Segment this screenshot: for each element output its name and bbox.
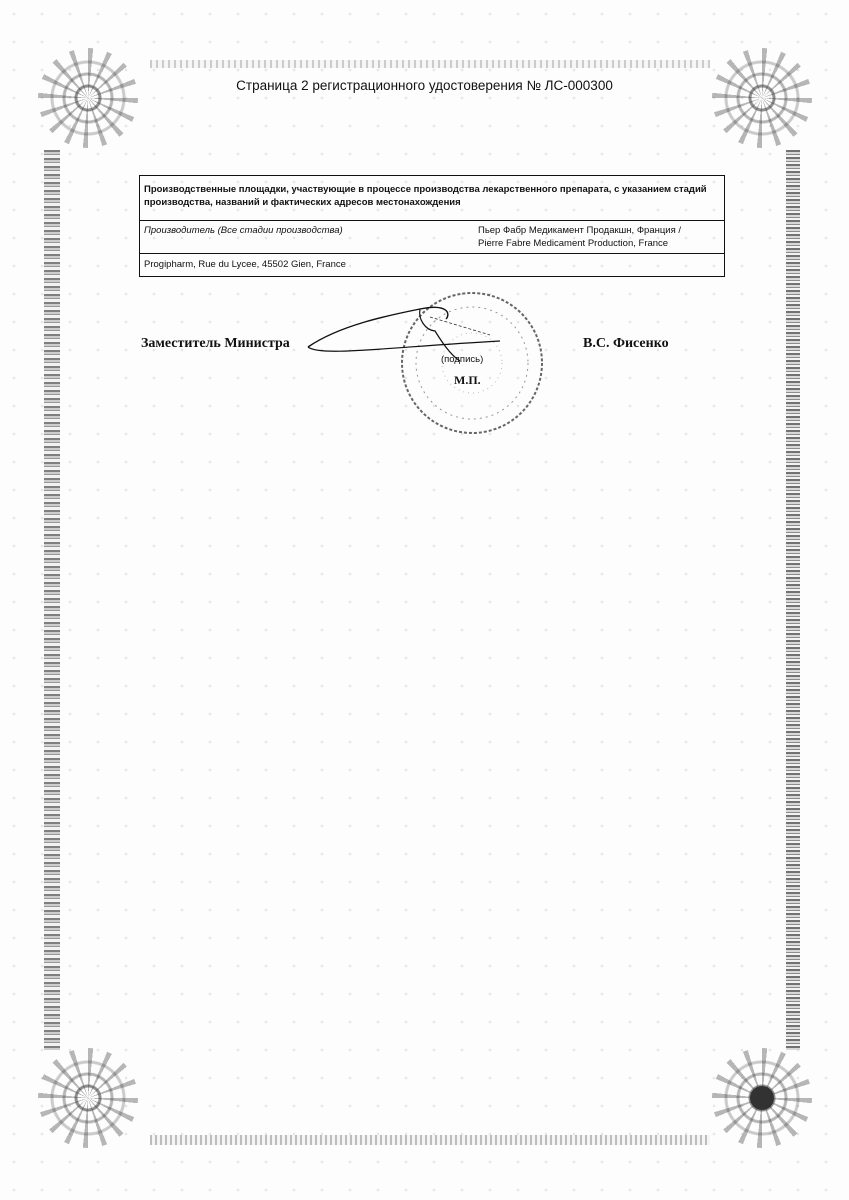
page-title: Страница 2 регистрационного удостоверения № ЛС-000300	[236, 78, 613, 93]
manufacturer-address: Progipharm, Rue du Lycee, 45502 Gien, France	[140, 254, 725, 277]
frame-border-right	[786, 150, 800, 1050]
table-row	[140, 221, 725, 254]
table-header-row	[140, 176, 725, 221]
rosette-ornament-icon	[38, 48, 138, 148]
manufacturer-name-ru: Пьер Фабр Медикамент Продакшн, Франция /	[478, 225, 682, 236]
frame-border-bottom	[150, 1135, 710, 1145]
rosette-ornament-icon	[38, 1048, 138, 1148]
manufacturer-name	[478, 221, 725, 254]
table-row	[140, 254, 725, 277]
signature-scribble-icon	[300, 295, 520, 375]
table-header: Производственные площадки, участвующие в процессе производства лекарственного препарата, с указанием стадий производства, названий и фактических адресов местонахождения	[140, 176, 725, 221]
rosette-ornament-icon	[712, 48, 812, 148]
rosette-ornament-icon	[712, 1048, 812, 1148]
production-sites-table	[139, 175, 725, 277]
seal-caption: М.П.	[454, 373, 481, 387]
signature-caption: (подпись)	[441, 354, 484, 365]
manufacturer-name-en: Pierre Fabre Medicament Production, France	[478, 238, 669, 249]
signatory-name: В.С. Фисенко	[583, 336, 669, 351]
manufacturer-role: Производитель (Все стадии производства)	[140, 221, 479, 254]
frame-border-left	[44, 150, 60, 1050]
signatory-position: Заместитель Министра	[141, 336, 290, 351]
frame-border-top	[150, 60, 710, 68]
rosette-center-dot	[750, 1086, 774, 1110]
